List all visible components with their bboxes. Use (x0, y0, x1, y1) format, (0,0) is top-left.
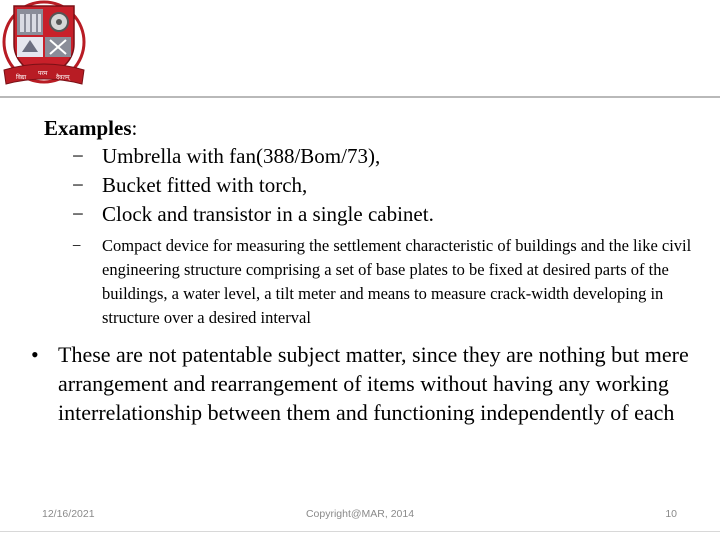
example-item-detailed (44, 234, 694, 330)
footer-copyright: Copyright@MAR, 2014 (305, 508, 415, 520)
example-item (44, 200, 694, 229)
example-item (44, 171, 694, 200)
example-item-text: Bucket fitted with torch, (102, 173, 308, 197)
logo-banner-word: विद्या (16, 74, 27, 81)
examples-heading (44, 114, 694, 142)
footer-divider (0, 531, 720, 532)
slide-body (31, 114, 694, 427)
example-item-text: Compact device for measuring the settlement characteristic of buildings and the like civil engineering structure comprising a set of base plates to be fixed at desired parts of the buildings, a water level, a tilt meter and means to measure crack-width developing in structure over a desired interval (102, 236, 692, 327)
logo-emblem-icon (2, 0, 86, 94)
footer-page-number: 10 (665, 508, 677, 520)
logo-banner-word: परम (38, 70, 48, 77)
examples-heading-label: Examples (44, 116, 132, 140)
examples-heading-colon: : (131, 116, 138, 140)
main-bullet (31, 340, 694, 427)
dash-marker: − (72, 236, 82, 255)
dash-marker: − (72, 202, 84, 226)
logo-banner-word: दैवतम् (56, 74, 70, 81)
main-bullet-text: These are not patentable subject matter, since they are nothing but mere arrangement and rearrangement of items without having any working interrelationship between them and functioning independently of each (58, 342, 689, 425)
dash-marker: − (72, 173, 84, 197)
example-item (44, 142, 694, 171)
example-item-text: Umbrella with fan(388/Bom/73), (102, 144, 381, 168)
header-divider (0, 96, 720, 98)
footer-date: 12/16/2021 (42, 508, 95, 520)
dash-marker: − (72, 144, 84, 168)
bullet-marker: • (31, 342, 39, 367)
example-item-text: Clock and transistor in a single cabinet. (102, 202, 434, 226)
institution-logo (2, 0, 86, 94)
